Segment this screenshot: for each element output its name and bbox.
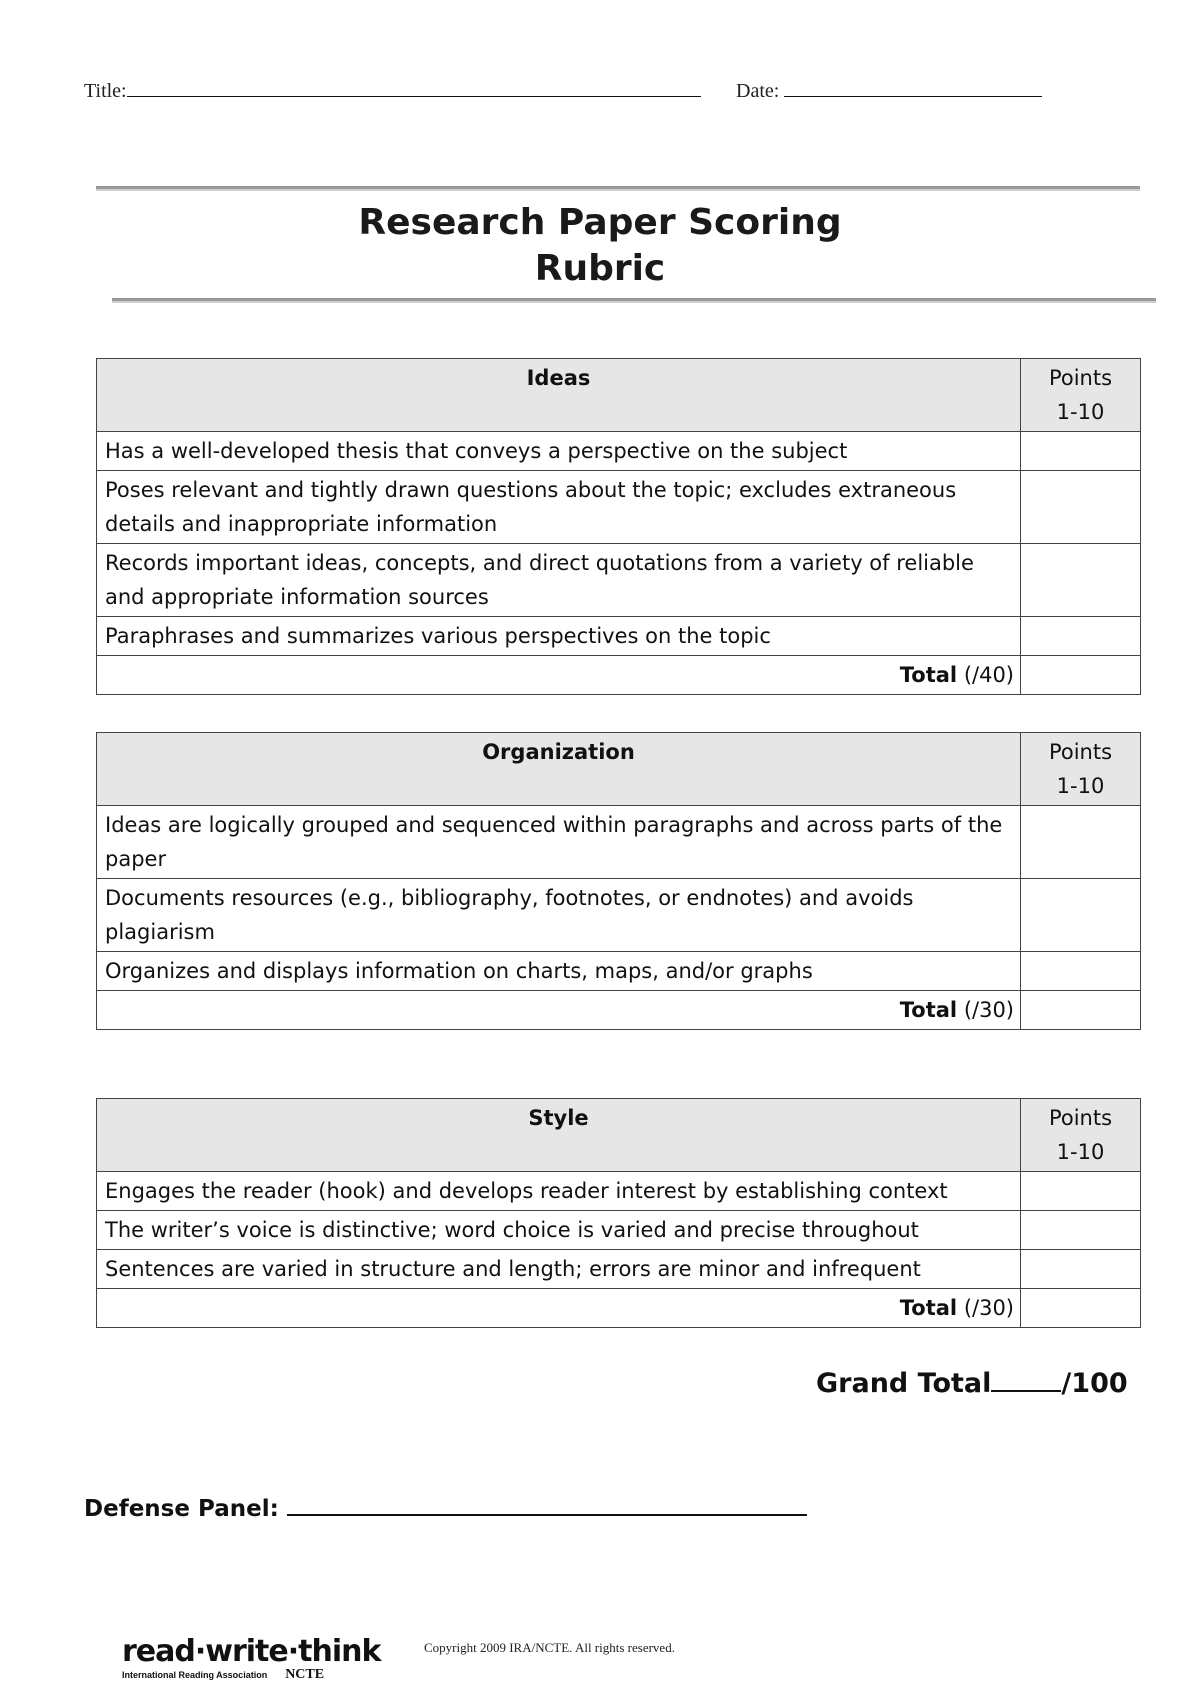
table-row bbox=[97, 1250, 1141, 1289]
logo-subtitle bbox=[122, 1667, 372, 1683]
table-row bbox=[97, 1172, 1141, 1211]
title-label: Title: bbox=[84, 80, 127, 102]
points-label: Points bbox=[1048, 1106, 1113, 1130]
total-label: Total bbox=[899, 1296, 958, 1320]
table-header-row bbox=[97, 1099, 1141, 1172]
total-row bbox=[97, 991, 1141, 1030]
points-header bbox=[1021, 359, 1141, 432]
ideas-heading: Ideas bbox=[97, 359, 1021, 432]
total-max: (/30) bbox=[963, 998, 1014, 1022]
copyright-notice: Copyright 2009 IRA/NCTE. All rights reserved. bbox=[424, 1640, 675, 1655]
points-range: 1-10 bbox=[1056, 1140, 1105, 1164]
style-heading: Style bbox=[97, 1099, 1021, 1172]
score-cell[interactable] bbox=[1021, 432, 1141, 471]
date-label: Date: bbox=[736, 80, 780, 102]
total-score-cell[interactable] bbox=[1021, 1289, 1141, 1328]
points-label: Points bbox=[1048, 740, 1113, 764]
criterion: Organizes and displays information on charts, maps, and/or graphs bbox=[97, 952, 1021, 991]
criterion: Sentences are varied in structure and length; errors are minor and infrequent bbox=[97, 1250, 1021, 1289]
logo-wordmark: read·write·think bbox=[122, 1634, 381, 1669]
criterion: Engages the reader (hook) and develops reader interest by establishing context bbox=[97, 1172, 1021, 1211]
criterion: The writer’s voice is distinctive; word choice is varied and precise throughout bbox=[97, 1211, 1021, 1250]
logo-ira: International Reading Association bbox=[122, 1670, 268, 1680]
style-table bbox=[96, 1098, 1141, 1328]
points-header bbox=[1021, 733, 1141, 806]
score-cell[interactable] bbox=[1021, 952, 1141, 991]
total-label-cell bbox=[97, 991, 1021, 1030]
table-row bbox=[97, 1211, 1141, 1250]
total-score-cell[interactable] bbox=[1021, 991, 1141, 1030]
score-cell[interactable] bbox=[1021, 879, 1141, 952]
title-field[interactable] bbox=[84, 80, 701, 103]
table-row bbox=[97, 952, 1141, 991]
document-title bbox=[0, 200, 1200, 292]
logo-ncte: NCTE bbox=[285, 1667, 325, 1682]
title-blank[interactable] bbox=[127, 95, 701, 97]
total-label-cell bbox=[97, 656, 1021, 695]
grand-total bbox=[816, 1368, 1128, 1399]
grand-total-max: /100 bbox=[1061, 1368, 1128, 1399]
grand-total-blank[interactable] bbox=[991, 1389, 1061, 1392]
ideas-table bbox=[96, 358, 1141, 695]
total-row bbox=[97, 1289, 1141, 1328]
bottom-rule bbox=[112, 298, 1156, 303]
total-label: Total bbox=[899, 998, 958, 1022]
table-header-row bbox=[97, 359, 1141, 432]
table-row bbox=[97, 544, 1141, 617]
total-max: (/30) bbox=[963, 1296, 1014, 1320]
criterion: Has a well-developed thesis that conveys a perspective on the subject bbox=[97, 432, 1021, 471]
total-max: (/40) bbox=[963, 663, 1014, 687]
organization-heading: Organization bbox=[97, 733, 1021, 806]
criterion: Paraphrases and summarizes various perspectives on the topic bbox=[97, 617, 1021, 656]
score-cell[interactable] bbox=[1021, 471, 1141, 544]
criterion: Documents resources (e.g., bibliography, footnotes, or endnotes) and avoids plagiarism bbox=[97, 879, 1021, 952]
title-line-1: Research Paper Scoring bbox=[358, 202, 842, 243]
total-row bbox=[97, 656, 1141, 695]
organization-table bbox=[96, 732, 1141, 1030]
score-cell[interactable] bbox=[1021, 1172, 1141, 1211]
defense-panel-blank[interactable] bbox=[287, 1513, 807, 1516]
criterion: Records important ideas, concepts, and direct quotations from a variety of reliable and appropriate information sources bbox=[97, 544, 1021, 617]
score-cell[interactable] bbox=[1021, 544, 1141, 617]
criterion: Poses relevant and tightly drawn questions about the topic; excludes extraneous details and inappropriate information bbox=[97, 471, 1021, 544]
table-row bbox=[97, 879, 1141, 952]
score-cell[interactable] bbox=[1021, 806, 1141, 879]
points-range: 1-10 bbox=[1056, 400, 1105, 424]
total-label: Total bbox=[899, 663, 958, 687]
date-field[interactable] bbox=[736, 80, 1042, 103]
table-header-row bbox=[97, 733, 1141, 806]
total-label-cell bbox=[97, 1289, 1021, 1328]
total-score-cell[interactable] bbox=[1021, 656, 1141, 695]
criterion: Ideas are logically grouped and sequenced within paragraphs and across parts of the paper bbox=[97, 806, 1021, 879]
top-rule bbox=[96, 186, 1140, 191]
points-header bbox=[1021, 1099, 1141, 1172]
grand-total-label: Grand Total bbox=[816, 1368, 992, 1399]
score-cell[interactable] bbox=[1021, 1250, 1141, 1289]
points-label: Points bbox=[1048, 366, 1113, 390]
readwritethink-logo bbox=[122, 1634, 381, 1690]
table-row bbox=[97, 471, 1141, 544]
table-row bbox=[97, 806, 1141, 879]
defense-panel-label: Defense Panel: bbox=[84, 1496, 279, 1522]
table-row bbox=[97, 432, 1141, 471]
title-line-2: Rubric bbox=[534, 248, 666, 289]
table-row bbox=[97, 617, 1141, 656]
date-blank[interactable] bbox=[784, 95, 1042, 97]
defense-panel bbox=[84, 1496, 807, 1522]
score-cell[interactable] bbox=[1021, 1211, 1141, 1250]
points-range: 1-10 bbox=[1056, 774, 1105, 798]
score-cell[interactable] bbox=[1021, 617, 1141, 656]
